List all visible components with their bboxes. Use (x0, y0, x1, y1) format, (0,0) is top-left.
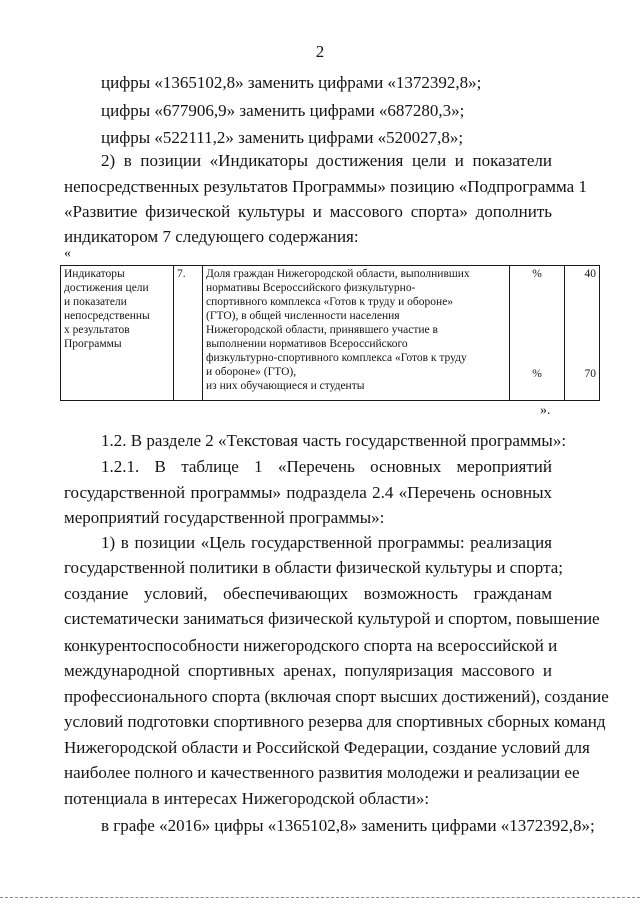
paragraph-1-line: создание условий, обеспечивающих возможность гражданам (64, 584, 552, 603)
value-bottom: 70 (584, 368, 596, 380)
indicator-description-cell (203, 266, 510, 401)
cell-line: спортивного комплекса «Готов к труду и обороне» (206, 296, 454, 308)
cell-line: Нижегородской области, принявшего участие в (206, 324, 438, 336)
paragraph-2-line: непосредственных результатов Программы» позицию «Подпрограмма 1 (64, 177, 587, 196)
section-1-2-1-line: государственной программы» подраздела 2.4 «Перечень основных (64, 483, 552, 502)
amendment-line-2: цифры «677906,9» заменить цифрами «687280,3»; (101, 101, 465, 120)
unit-top: % (532, 268, 542, 280)
cell-line: Индикаторы (64, 268, 125, 280)
paragraph-1-line: Нижегородской области и Российской Федерации, создание условий для (64, 738, 590, 757)
cell-line: из них обучающиеся и студенты (206, 380, 365, 392)
unit-bottom: % (532, 368, 542, 380)
cell-line: (ГТО), в общей численности населения (206, 310, 400, 322)
cell-line: Программы (64, 338, 122, 350)
quote-open: « (64, 246, 71, 261)
paragraph-1-line: 1) в позиции «Цель государственной программы: реализация (101, 533, 552, 552)
indicator-table (60, 265, 600, 401)
paragraph-1-line: профессионального спорта (включая спорт высших достижений), создание (64, 687, 609, 706)
cell-line: непосредственны (64, 310, 150, 322)
value-cell (565, 266, 600, 401)
cell-line: нормативы Всероссийского физкультурно- (206, 282, 416, 294)
cell-line: х результатов (64, 324, 130, 336)
cell-line: Доля граждан Нижегородской области, выполнивших (206, 268, 470, 280)
final-amendment-line: в графе «2016» цифры «1365102,8» заменить цифрами «1372392,8»; (101, 816, 595, 835)
indicator-category-cell (61, 266, 174, 401)
amendment-line-1: цифры «1365102,8» заменить цифрами «1372392,8»; (101, 73, 482, 92)
paragraph-2-line: «Развитие физической культуры и массового спорта» дополнить (64, 202, 552, 221)
section-1-2-1-line: мероприятий государственной программы»: (64, 508, 385, 527)
paragraph-1-line: наиболее полного и качественного развития молодежи и реализации ее (64, 763, 580, 782)
paragraph-1-line: конкурентоспособности нижегородского спорта на всероссийской и (64, 636, 558, 655)
quote-close: ». (540, 403, 551, 418)
unit-cell (510, 266, 565, 401)
paragraph-1-line: систематически заниматься физической культурой и спортом, повышение (64, 609, 600, 628)
page-number: 2 (315, 42, 325, 61)
cell-line: и обороне» (ГТО), (206, 366, 297, 378)
paragraph-1-line: международной спортивных аренах, популяризация массового и (64, 661, 552, 680)
amendment-line-3: цифры «522111,2» заменить цифрами «520027,8»; (101, 128, 464, 147)
table-row (61, 266, 600, 401)
cell-line: достижения цели (64, 282, 149, 294)
cell-line: и показатели (64, 296, 127, 308)
cell-line: выполнении нормативов Всероссийского (206, 338, 408, 350)
paragraph-2-line: индикатором 7 следующего содержания: (64, 227, 359, 246)
paragraph-1-line: условий подготовки спортивного резерва для спортивных сборных команд (64, 712, 606, 731)
indicator-number-cell: 7. (174, 266, 203, 401)
paragraph-2-line: 2) в позиции «Индикаторы достижения цели и показатели (101, 151, 552, 170)
scan-edge-divider (0, 897, 640, 898)
paragraph-1-line: государственной политики в области физической культуры и спорта; (64, 558, 563, 577)
cell-line: физкультурно-спортивного комплекса «Готов к труду (206, 352, 467, 364)
value-top: 40 (584, 268, 596, 280)
paragraph-1-line: потенциала в интересах Нижегородской области»: (64, 789, 430, 808)
section-1-2: 1.2. В разделе 2 «Текстовая часть государственной программы»: (101, 431, 567, 450)
section-1-2-1-line: 1.2.1. В таблице 1 «Перечень основных мероприятий (101, 457, 552, 476)
